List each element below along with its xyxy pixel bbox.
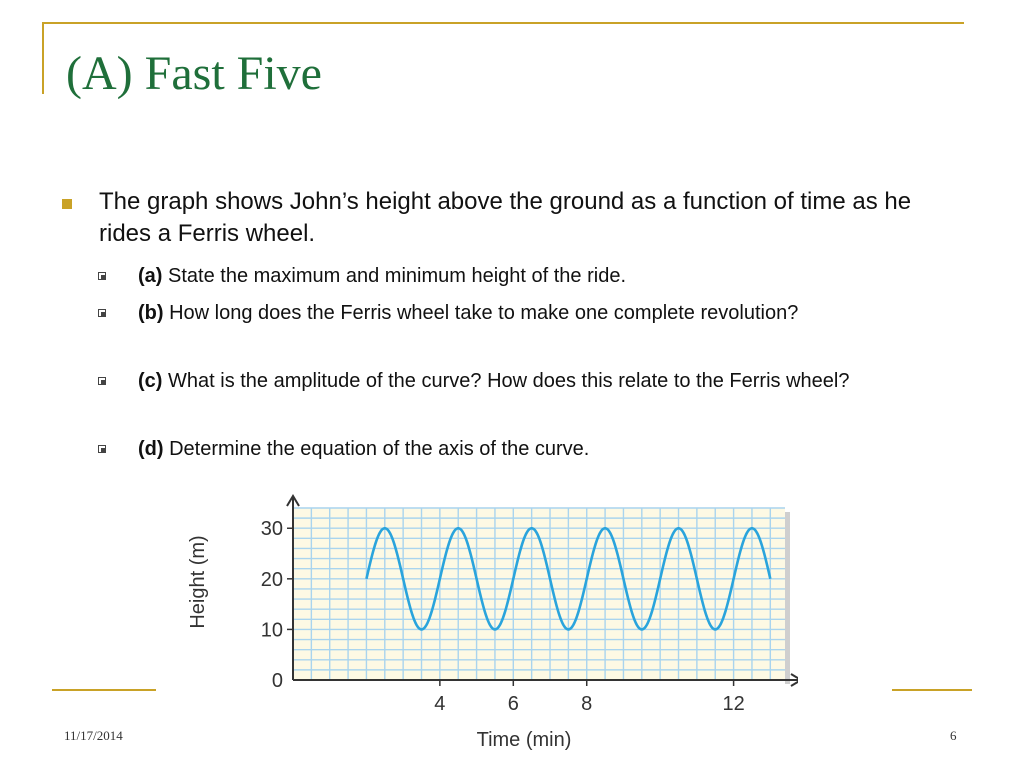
x-tick-label: 4	[434, 693, 446, 715]
height-time-chart	[178, 482, 798, 754]
hollow-square-bullet-icon	[98, 309, 106, 317]
footer-rule-right	[892, 689, 972, 691]
footer-date: 11/17/2014	[64, 728, 123, 743]
subitem-b	[98, 299, 968, 327]
subitem-d	[98, 435, 968, 463]
x-axis-label: Time (min)	[476, 729, 572, 751]
subitem-text: State the maximum and minimum height of the ride.	[162, 265, 626, 287]
hollow-square-bullet-icon	[98, 377, 106, 385]
y-axis-label: Height (m)	[187, 535, 209, 629]
plot-shadow	[785, 512, 790, 684]
subitem-text: Determine the equation of the axis of the curve.	[163, 438, 590, 460]
page-number: 6	[950, 728, 957, 743]
subitem-c	[98, 367, 968, 395]
y-tick-label: 20	[260, 568, 283, 591]
frame-top-rule	[42, 22, 964, 24]
subitem-a	[98, 262, 968, 290]
footer-rule-left	[52, 689, 156, 691]
hollow-square-bullet-icon	[98, 272, 106, 280]
y-tick-label: 0	[271, 670, 283, 692]
y-tick-label: 10	[260, 619, 283, 642]
subitem-text: How long does the Ferris wheel take to make one complete revolution?	[163, 302, 799, 324]
square-bullet-icon	[62, 199, 72, 209]
subitem-tag: (c)	[138, 370, 163, 392]
x-tick-label: 8	[581, 693, 593, 715]
x-tick-label: 6	[507, 693, 519, 715]
y-tick-label: 30	[260, 518, 283, 541]
subitem-tag: (d)	[138, 438, 164, 460]
slide-title: (A) Fast Five	[66, 47, 322, 100]
x-tick-label: 12	[722, 693, 745, 715]
subitem-tag: (a)	[138, 265, 163, 287]
main-bullet	[62, 186, 954, 250]
frame-left-rule	[42, 22, 44, 94]
hollow-square-bullet-icon	[98, 445, 106, 453]
main-bullet-text: The graph shows John’s height above the ground as a function of time as he rides a Ferris wheel.	[99, 188, 912, 247]
subitem-text: What is the amplitude of the curve? How does this relate to the Ferris wheel?	[162, 370, 850, 392]
subitem-tag: (b)	[138, 302, 164, 324]
